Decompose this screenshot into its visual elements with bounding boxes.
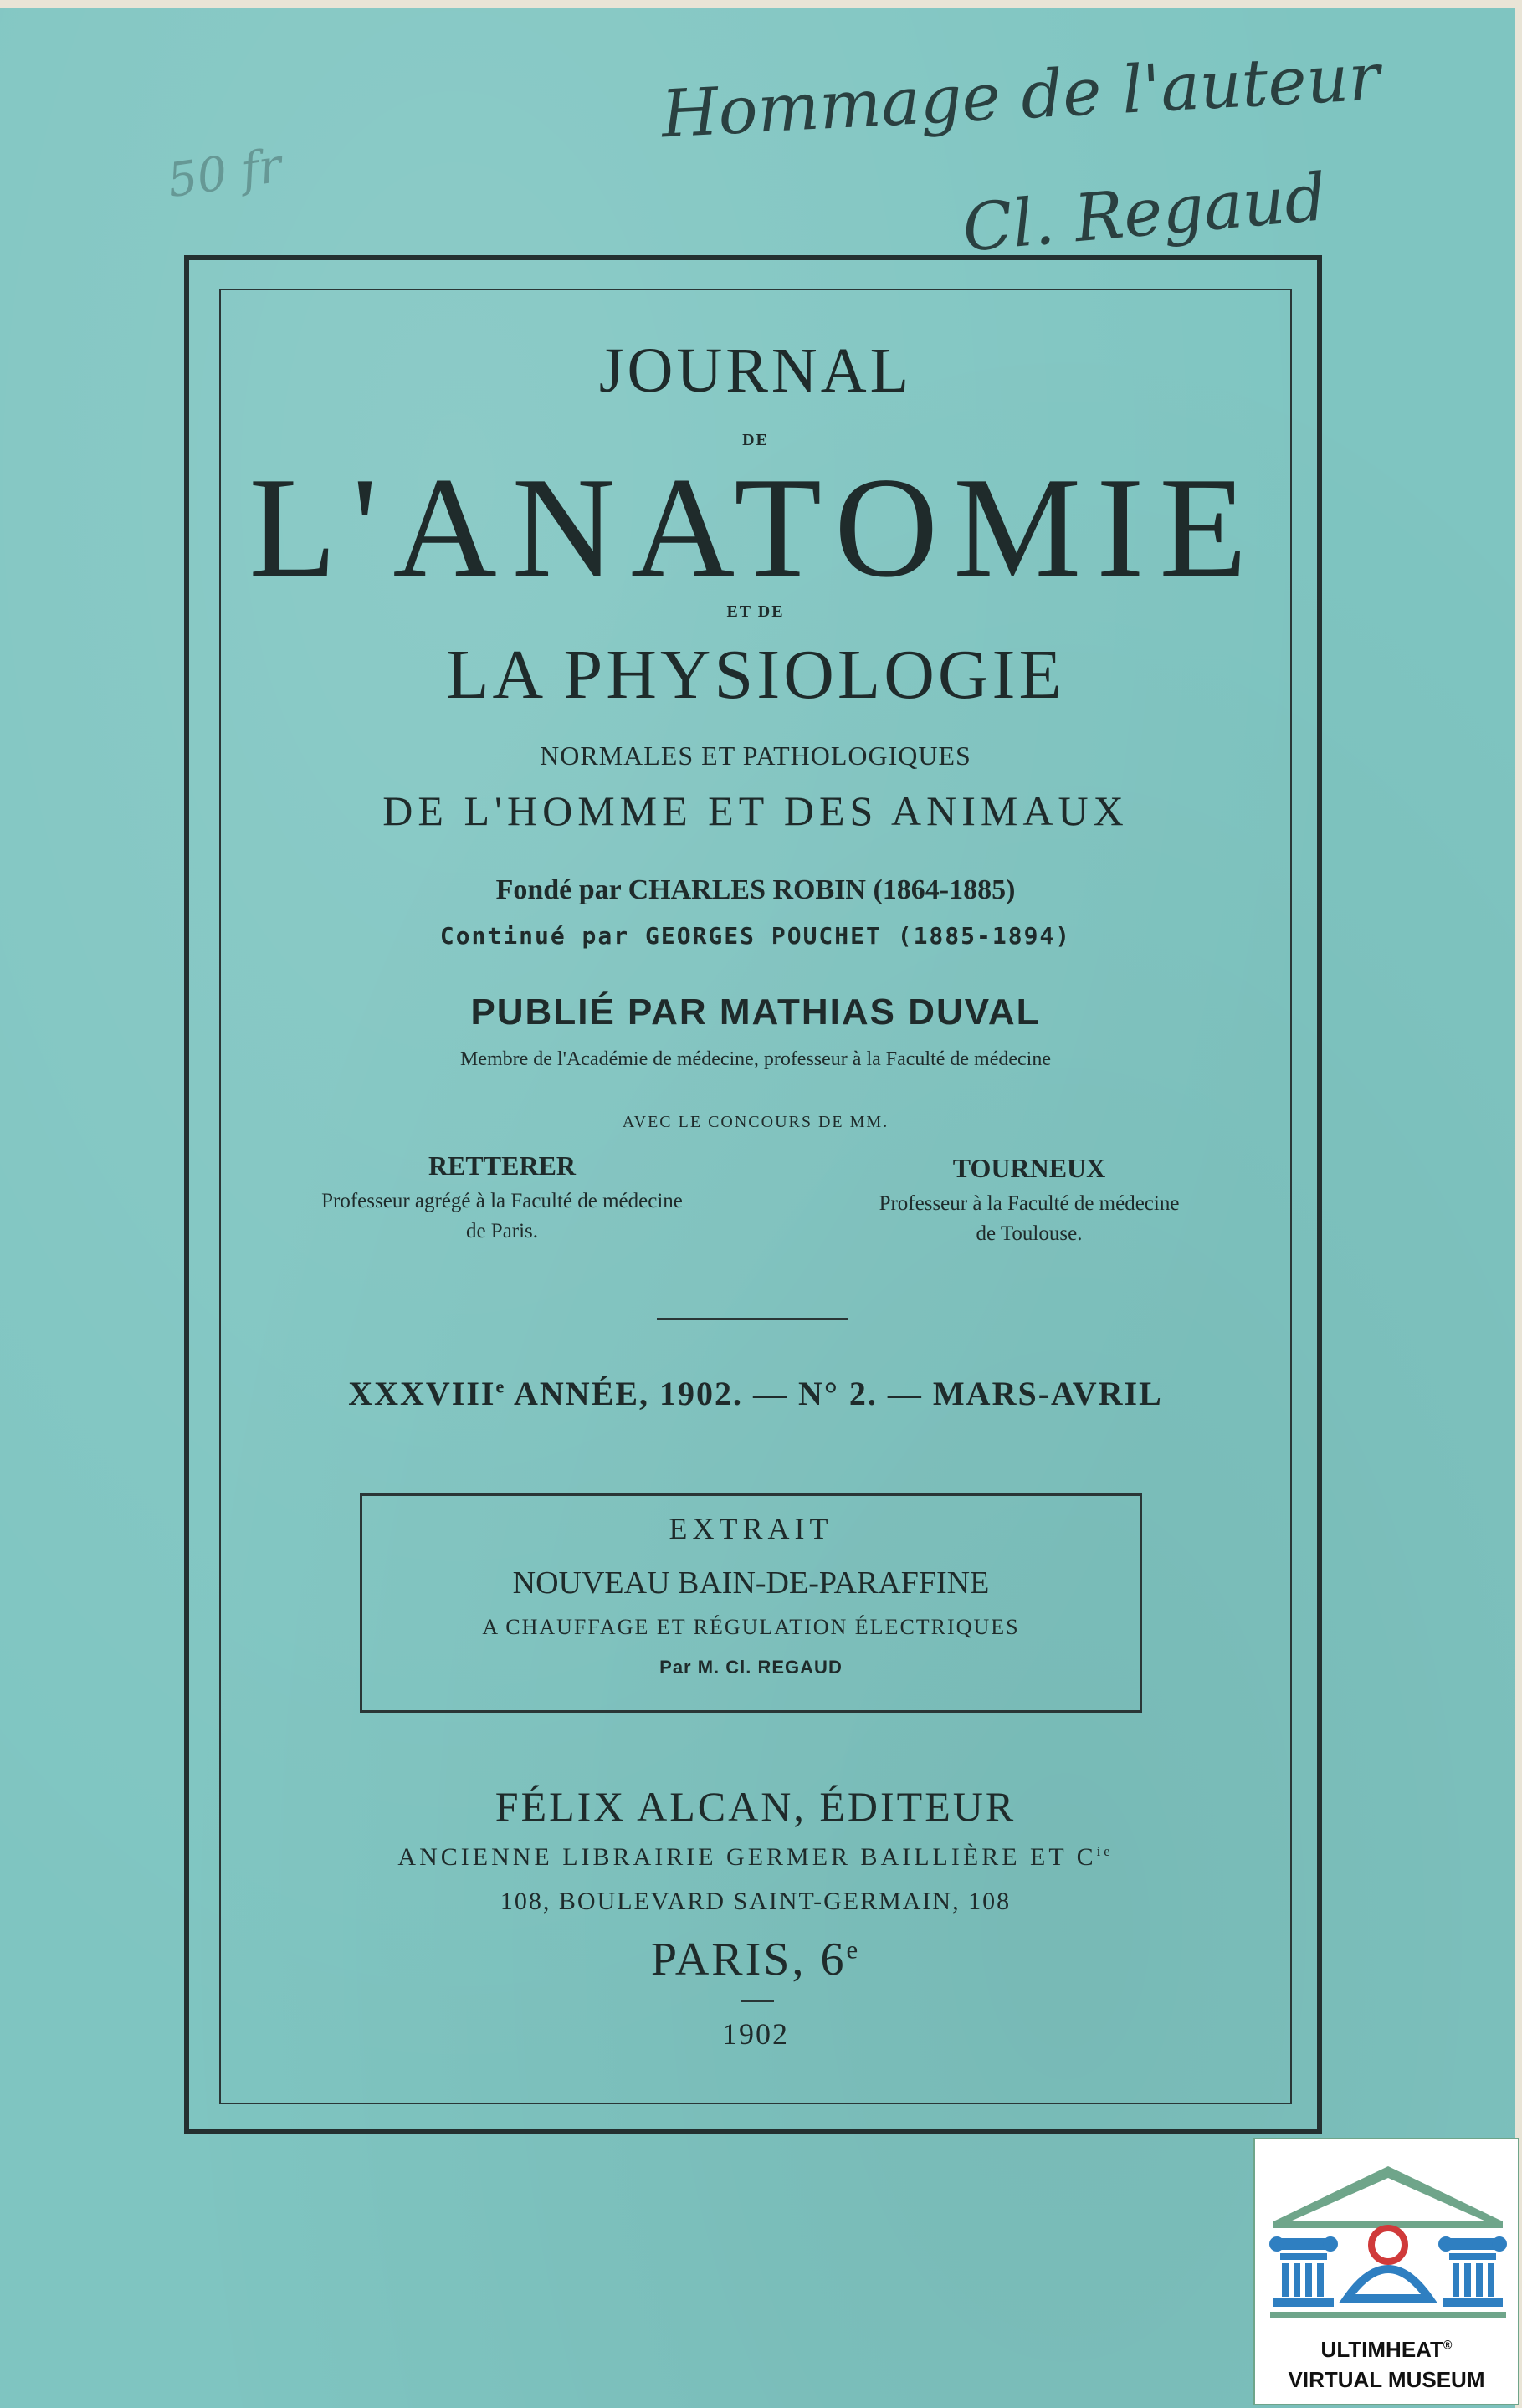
published-by: PUBLIÉ PAR MATHIAS DUVAL <box>470 991 1041 1032</box>
collaborator-title: Professeur agrégé à la Faculté de médecine <box>321 1190 683 1212</box>
logo-registered-mark: ® <box>1443 2339 1453 2353</box>
publisher-city-main: PARIS, 6 <box>650 1934 847 1985</box>
title-journal: JOURNAL <box>598 336 913 406</box>
logo-text-ultimheat <box>1255 2337 1518 2363</box>
subtitle-homme: DE L'HOMME ET DES ANIMAUX <box>382 787 1129 834</box>
logo-line1: ULTIMHEAT <box>1320 2337 1443 2362</box>
title-de: DE <box>742 431 769 449</box>
article-author: Par M. Cl. REGAUD <box>659 1657 843 1678</box>
publisher-address: 108, BOULEVARD SAINT-GERMAIN, 108 <box>500 1888 1012 1915</box>
handwritten-dedication: Hommage de l'auteur <box>659 39 1382 153</box>
issue-details: ANNÉE, 1902. — N° 2. — MARS-AVRIL <box>505 1375 1163 1412</box>
extrait-box <box>360 1493 1142 1713</box>
collaborator-name: RETTERER <box>428 1150 577 1181</box>
issue-volume-sup: e <box>495 1376 506 1397</box>
collaborator-city: de Paris. <box>465 1220 539 1242</box>
publisher-former-main: ANCIENNE LIBRAIRIE GERMER BAILLIÈRE ET C <box>397 1843 1097 1871</box>
publisher-credentials: Membre de l'Académie de médecine, professeur à la Faculté de médecine <box>460 1048 1051 1070</box>
extrait-title: EXTRAIT <box>669 1512 833 1545</box>
title-physiologie: LA PHYSIOLOGIE <box>446 636 1065 714</box>
handwritten-signature: Cl. Regaud <box>959 160 1330 267</box>
publisher-city-sup: e <box>846 1935 861 1965</box>
museum-logo-icon <box>1255 2139 1521 2337</box>
article-subtitle: A CHAUFFAGE ET RÉGULATION ÉLECTRIQUES <box>482 1615 1020 1639</box>
publisher-name: FÉLIX ALCAN, ÉDITEUR <box>495 1783 1017 1830</box>
issue-line <box>219 1374 1292 1413</box>
issue-volume: XXXVIII <box>348 1375 496 1412</box>
publisher-former-name <box>219 1843 1292 1872</box>
founded-by: Fondé par CHARLES ROBIN (1864-1885) <box>495 874 1016 905</box>
collaborator-title: Professeur à la Faculté de médecine <box>879 1192 1180 1215</box>
publisher-city <box>219 1933 1292 1986</box>
collaborator-retterer <box>251 1150 753 1247</box>
museum-logo <box>1253 2138 1519 2405</box>
title-et-de: ET DE <box>726 602 785 621</box>
collaborator-city: de Toulouse. <box>976 1222 1083 1245</box>
divider-rule <box>657 1318 848 1320</box>
logo-text-museum: VIRTUAL MUSEUM <box>1288 2367 1485 2392</box>
margin-pencil-mark: 50 fr <box>164 138 285 209</box>
subtitle-normales: NORMALES ET PATHOLOGIQUES <box>540 740 971 771</box>
year-rule <box>741 2000 774 2002</box>
collaborator-tourneux <box>795 1153 1263 1249</box>
continued-by: Continué par GEORGES POUCHET (1885-1894) <box>439 922 1072 950</box>
title-anatomie: L'ANATOMIE <box>249 448 1263 607</box>
paper-edge-right <box>1515 0 1522 2408</box>
publication-year: 1902 <box>722 2017 789 2051</box>
paper-edge-top <box>0 0 1522 8</box>
contributors-heading: AVEC LE CONCOURS DE MM. <box>622 1113 889 1131</box>
collaborator-name: TOURNEUX <box>952 1153 1106 1183</box>
article-title: NOUVEAU BAIN-DE-PARAFFINE <box>512 1565 990 1601</box>
publisher-former-sup: ie <box>1096 1843 1114 1859</box>
